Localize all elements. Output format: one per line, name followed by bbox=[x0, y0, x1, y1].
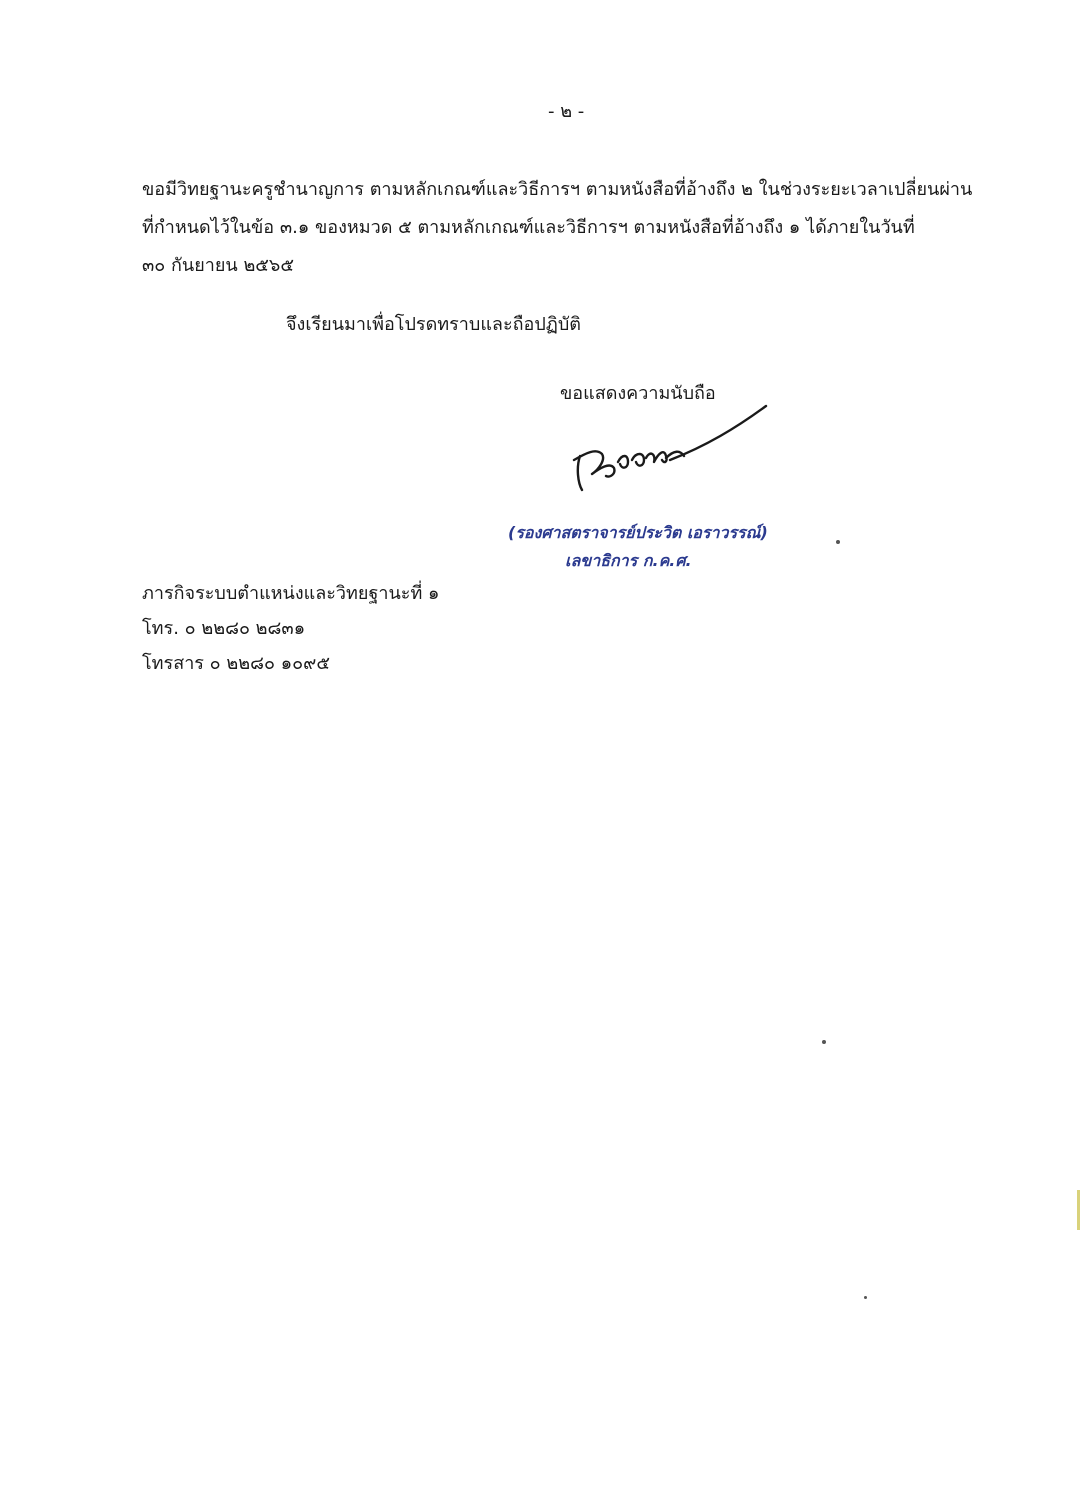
regards-line: ขอแสดงความนับถือ bbox=[560, 383, 716, 404]
body-line-2: ที่กำหนดไว้ในข้อ ๓.๑ ของหมวด ๕ ตามหลักเกณฑ์และวิธีการฯ ตามหนังสือที่อ้างถึง ๑ ได้ภายในวันที่ bbox=[142, 217, 915, 238]
fax-line: โทรสาร ๐ ๒๒๘๐ ๑๐๙๕ bbox=[142, 653, 330, 674]
handwritten-signature bbox=[566, 398, 776, 498]
scan-speck bbox=[822, 1040, 826, 1044]
body-line-1: ขอมีวิทยฐานะครูชำนาญการ ตามหลักเกณฑ์และวิธีการฯ ตามหนังสือที่อ้างถึง ๒ ในช่วงระยะเวลาเปลี่ยนผ่าน bbox=[142, 179, 973, 200]
telephone-line: โทร. ๐ ๒๒๘๐ ๒๘๓๑ bbox=[142, 618, 306, 639]
page-number: - ๒ - bbox=[548, 101, 585, 122]
scan-speck bbox=[836, 540, 840, 544]
body-line-3: ๓๐ กันยายน ๒๕๖๕ bbox=[142, 255, 294, 276]
department-line: ภารกิจระบบตำแหน่งและวิทยฐานะที่ ๑ bbox=[142, 583, 440, 604]
scan-speck bbox=[864, 1296, 867, 1299]
closing-sentence: จึงเรียนมาเพื่อโปรดทราบและถือปฏิบัติ bbox=[286, 314, 581, 335]
signer-position: เลขาธิการ ก.ค.ศ. bbox=[565, 551, 692, 570]
signer-name: (รองศาสตราจารย์ประวิต เอราวรรณ์) bbox=[508, 523, 768, 542]
